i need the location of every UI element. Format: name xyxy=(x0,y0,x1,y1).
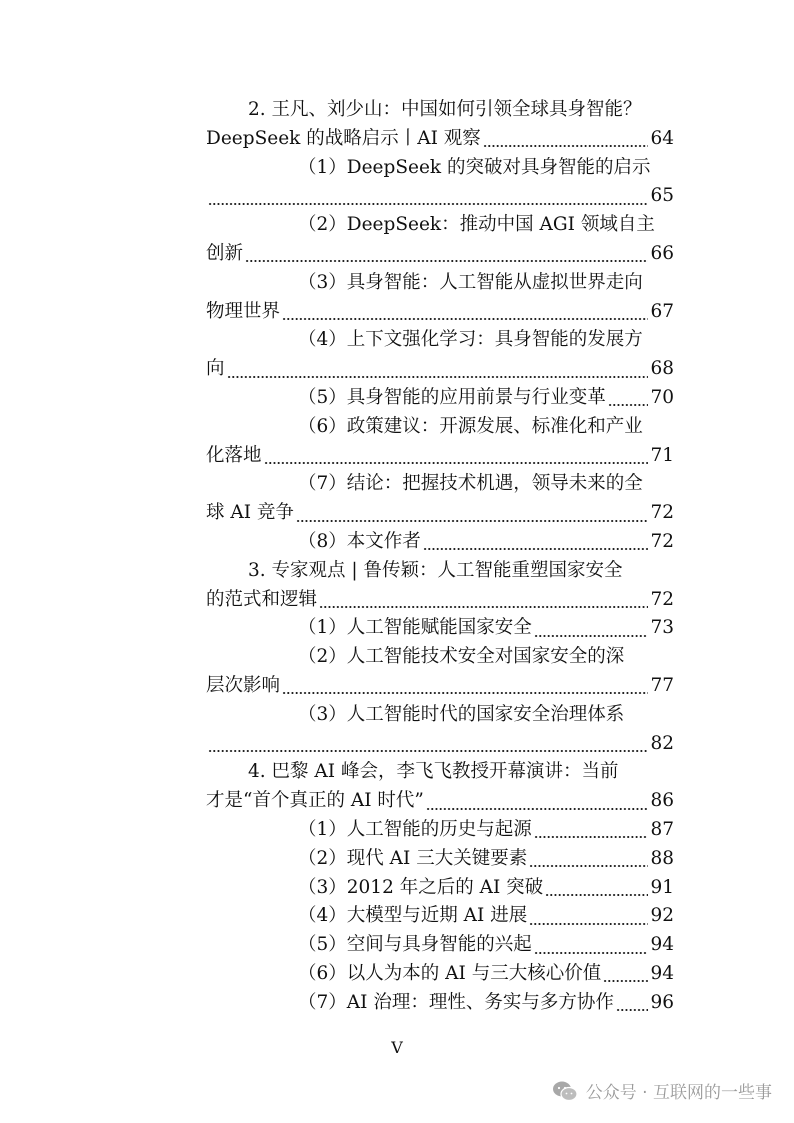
dot-leader xyxy=(319,606,648,608)
toc-entry-text: （1）DeepSeek 的突破对具身智能的启示 xyxy=(298,156,651,178)
toc-page-number: 68 xyxy=(650,358,674,380)
toc-entry[interactable] xyxy=(206,902,674,931)
dot-leader xyxy=(245,260,648,262)
toc-entry-text: （8）本文作者 xyxy=(298,530,421,552)
toc-page-number: 67 xyxy=(650,300,674,322)
toc-entry[interactable] xyxy=(206,845,674,874)
toc-entry-text: （2）DeepSeek：推动中国 AGI 领域自主 xyxy=(298,214,655,236)
toc-entry[interactable] xyxy=(206,787,674,816)
toc-page-number: 92 xyxy=(650,905,674,927)
toc-entry-text: 层次影响 xyxy=(206,674,281,696)
toc-entry-text: （3）具身智能：人工智能从虚拟世界走向 xyxy=(298,271,643,293)
toc-entry-text: （2）人工智能技术安全对国家安全的深 xyxy=(298,646,625,668)
dot-leader xyxy=(603,980,648,982)
toc-entry[interactable] xyxy=(206,240,674,269)
toc-entry[interactable] xyxy=(206,557,674,586)
dot-leader xyxy=(282,692,648,694)
toc-page-number: 66 xyxy=(650,242,674,264)
toc-page-number: 71 xyxy=(650,444,674,466)
dot-leader xyxy=(483,145,649,147)
toc-entry[interactable] xyxy=(206,701,674,730)
wechat-icon xyxy=(552,1080,578,1102)
toc-entry-text: 才是“首个真正的 AI 时代” xyxy=(206,790,424,812)
toc-entry[interactable] xyxy=(206,816,674,845)
toc-page-number: 70 xyxy=(650,386,674,408)
toc-entry-text: 球 AI 竞争 xyxy=(206,502,294,524)
toc-entry[interactable] xyxy=(206,96,674,125)
toc-page-number: 87 xyxy=(650,818,674,840)
toc-entry[interactable] xyxy=(206,442,674,471)
watermark-label: 公众号 · 互联网的一些事 xyxy=(585,1083,772,1103)
toc-page-number: 91 xyxy=(650,876,674,898)
toc-entry[interactable] xyxy=(206,960,674,989)
dot-leader xyxy=(534,836,649,838)
toc-entry[interactable] xyxy=(206,730,674,759)
toc-entry-text: 向 xyxy=(206,358,225,380)
toc-entry[interactable] xyxy=(206,931,674,960)
toc-entry[interactable] xyxy=(206,528,674,557)
toc-entry-text: 化落地 xyxy=(206,444,262,466)
dot-leader xyxy=(208,750,648,752)
toc-entry[interactable] xyxy=(206,470,674,499)
dot-leader xyxy=(529,865,648,867)
toc-entry-text: （6）政策建议：开源发展、标准化和产业 xyxy=(298,415,643,437)
toc-entry-text: （3）2012 年之后的 AI 突破 xyxy=(298,876,544,898)
toc-entry[interactable] xyxy=(206,182,674,211)
dot-leader xyxy=(534,635,649,637)
dot-leader xyxy=(608,404,649,406)
dot-leader xyxy=(296,520,649,522)
toc-entry-text: 创新 xyxy=(206,242,244,264)
dot-leader xyxy=(423,548,649,550)
toc-page-number: 65 xyxy=(650,185,674,207)
toc-entry[interactable] xyxy=(206,643,674,672)
watermark xyxy=(552,1078,772,1103)
toc-page-number: 77 xyxy=(650,674,674,696)
toc-entry[interactable] xyxy=(206,154,674,183)
toc-entry[interactable] xyxy=(206,758,674,787)
dot-leader xyxy=(529,923,648,925)
toc-entry-text: 物理世界 xyxy=(206,300,281,322)
dot-leader xyxy=(545,894,648,896)
toc-entry[interactable] xyxy=(206,586,674,615)
toc-entry[interactable] xyxy=(206,211,674,240)
dot-leader xyxy=(616,1009,649,1011)
page-number: V xyxy=(391,1038,403,1057)
toc-entry-text: 2. 王凡、刘少山：中国如何引领全球具身智能？ xyxy=(248,99,642,120)
toc-page-number: 94 xyxy=(650,962,674,984)
toc-entry[interactable] xyxy=(206,269,674,298)
toc-entry-text: （5）具身智能的应用前景与行业变革 xyxy=(298,386,606,408)
dot-leader xyxy=(426,808,649,810)
toc-entry[interactable] xyxy=(206,614,674,643)
toc-entry-text: （7）结论：把握技术机遇，领导未来的全 xyxy=(298,473,643,495)
toc-entry-text: （1）人工智能赋能国家安全 xyxy=(298,617,532,639)
toc-entry[interactable] xyxy=(206,989,674,1018)
toc-entry[interactable] xyxy=(206,672,674,701)
table-of-contents xyxy=(206,96,674,1018)
toc-page-number: 94 xyxy=(650,934,674,956)
dot-leader xyxy=(264,462,649,464)
toc-page-number: 88 xyxy=(650,847,674,869)
toc-entry[interactable] xyxy=(206,326,674,355)
toc-entry[interactable] xyxy=(206,298,674,327)
toc-entry-text: （7）AI 治理：理性、务实与多方协作 xyxy=(298,991,614,1013)
toc-entry-text: （4）大模型与近期 AI 进展 xyxy=(298,905,528,927)
toc-entry[interactable] xyxy=(206,125,674,154)
dot-leader xyxy=(208,203,648,205)
toc-entry-text: （1）人工智能的历史与起源 xyxy=(298,818,532,840)
toc-entry[interactable] xyxy=(206,499,674,528)
toc-page-number: 72 xyxy=(650,588,674,610)
toc-entry[interactable] xyxy=(206,355,674,384)
toc-entry[interactable] xyxy=(206,384,674,413)
toc-page-number: 72 xyxy=(650,502,674,524)
toc-entry-text: DeepSeek 的战略启示丨AI 观察 xyxy=(206,127,481,149)
toc-entry[interactable] xyxy=(206,874,674,903)
toc-entry-text: （2）现代 AI 三大关键要素 xyxy=(298,847,528,869)
toc-page-number: 86 xyxy=(650,790,674,812)
toc-entry-text: （6）以人为本的 AI 与三大核心价值 xyxy=(298,962,602,984)
toc-entry-text: 3. 专家观点 | 鲁传颖：人工智能重塑国家安全 xyxy=(248,559,623,581)
toc-entry[interactable] xyxy=(206,413,674,442)
dot-leader xyxy=(534,952,649,954)
toc-entry-text: （5）空间与具身智能的兴起 xyxy=(298,934,532,956)
toc-page-number: 73 xyxy=(650,617,674,639)
toc-entry-text: 4. 巴黎 AI 峰会，李飞飞教授开幕演讲：当前 xyxy=(248,761,619,783)
toc-page-number: 82 xyxy=(650,732,674,754)
toc-page-number: 72 xyxy=(650,530,674,552)
toc-entry-text: 的范式和逻辑 xyxy=(206,588,318,610)
dot-leader xyxy=(282,318,648,320)
toc-page-number: 96 xyxy=(650,991,674,1013)
toc-entry-text: （4）上下文强化学习：具身智能的发展方 xyxy=(298,329,643,351)
toc-page-number: 64 xyxy=(650,127,674,149)
toc-entry-text: （3）人工智能时代的国家安全治理体系 xyxy=(298,703,625,725)
dot-leader xyxy=(227,376,649,378)
